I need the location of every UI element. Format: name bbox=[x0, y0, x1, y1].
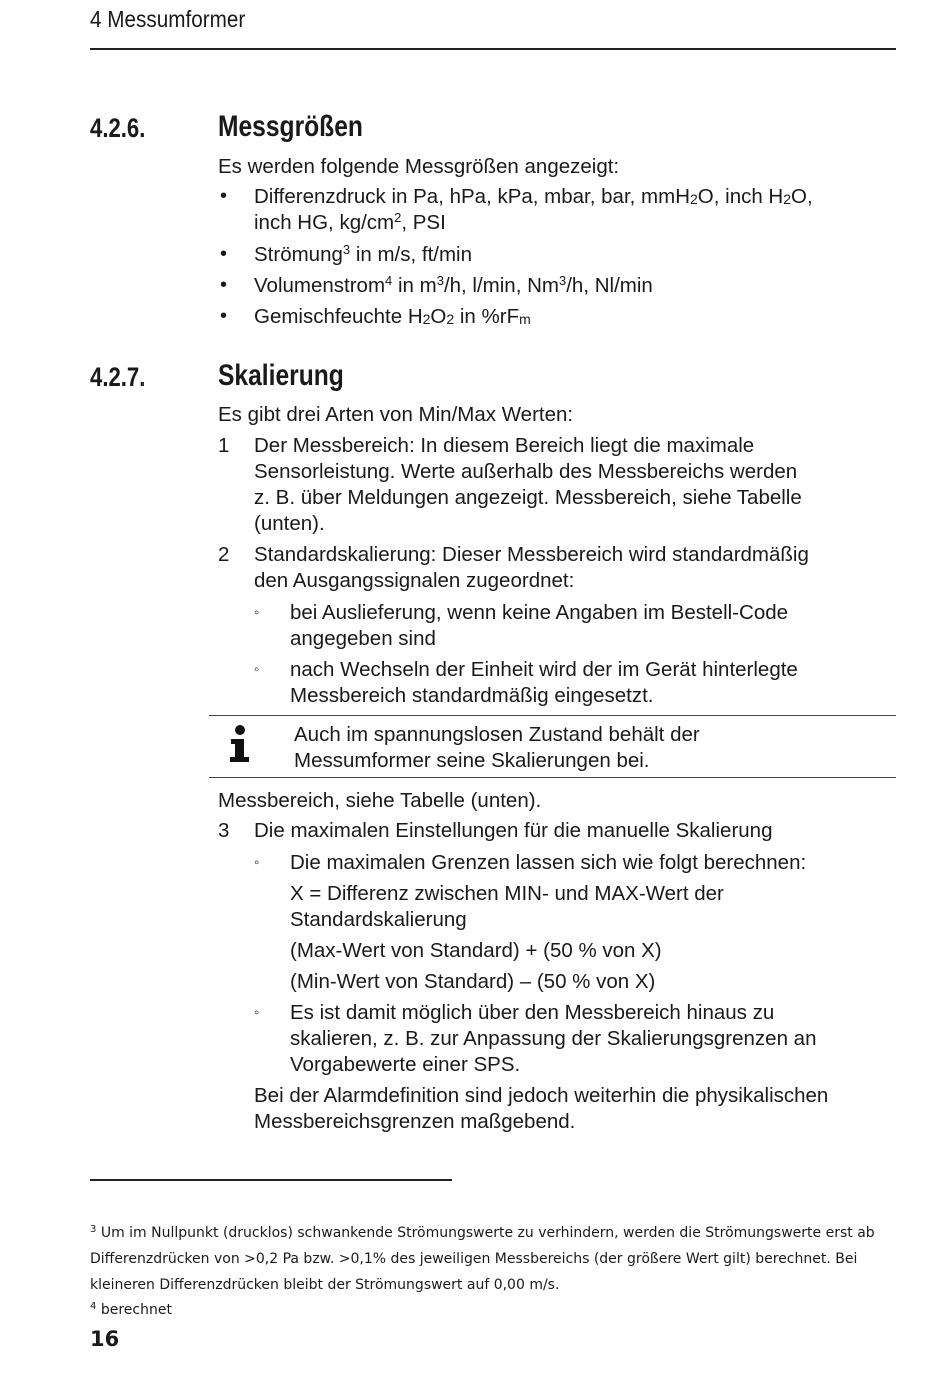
section-number-4-2-7: 4.2.7. bbox=[90, 362, 146, 392]
bullet-symbol: • bbox=[220, 185, 228, 207]
paragraph-messbereich: Messbereich, siehe Tabelle (unten). bbox=[218, 789, 542, 812]
list-item-standardskalierung: Standardskalierung: Dieser Messbereich wird standardmäßig den Ausgangssignalen zugeordnet: bbox=[254, 543, 809, 592]
section-intro: Es gibt drei Arten von Min/Max Werten: bbox=[218, 403, 574, 426]
sub-bullet-symbol: ◦ bbox=[254, 604, 260, 621]
sub-bullet-symbol: ◦ bbox=[254, 854, 260, 871]
sub-list-item-auslieferung: bei Auslieferung, wenn keine Angaben im Bestell-Code angegeben sind bbox=[290, 601, 789, 650]
formula-max: (Max-Wert von Standard) + (50 % von X) bbox=[290, 939, 662, 962]
sub-list-item-moeglich: Es ist damit möglich über den Messbereich hinaus zu skalieren, z. B. zur Anpassung der Skalierungsgrenzen an Vorgabewerte einer SPS. bbox=[290, 1001, 817, 1076]
note-text: Auch im spannungslosen Zustand behält der Messumformer seine Skalierungen bei. bbox=[294, 723, 700, 772]
bullet-symbol: • bbox=[220, 305, 228, 327]
section-title-skalierung: Skalierung bbox=[218, 359, 344, 392]
sub-bullet-symbol: ◦ bbox=[254, 1004, 260, 1021]
list-item-stroemung: Strömung$^3$ in m/s, ft/min bbox=[254, 242, 473, 266]
running-head: 4 Messumformer bbox=[90, 6, 246, 32]
info-icon bbox=[226, 724, 256, 764]
page-number: 16 bbox=[90, 1327, 120, 1351]
list-item-messbereich: Der Messbereich: In diesem Bereich liegt die maximale Sensorleistung. Werte außerhalb des Messbereichs werden z. B. über Meldungen angezeigt. Messbereich, siehe Tabelle (unten). bbox=[254, 434, 802, 535]
sub-list-item-grenzen: Die maximalen Grenzen lassen sich wie folgt berechnen: bbox=[290, 851, 807, 874]
section-intro: Es werden folgende Messgrößen angezeigt: bbox=[218, 155, 620, 178]
header-rule bbox=[90, 48, 896, 50]
list-number: 3 bbox=[218, 819, 230, 842]
formula-min: (Min-Wert von Standard) – (50 % von X) bbox=[290, 970, 656, 993]
list-item-differenzdruck: Differenzdruck in Pa, hPa, kPa, mbar, bar, mmH$_2$O, inch $H_2O$, inch HG, $kg/cm^2$, PSI bbox=[254, 185, 813, 234]
list-item-gemischfeuchte: Gemischfeuchte $H_2O_2$ in $\%rF_m$ bbox=[254, 305, 531, 328]
formula-definition: X = Differenz zwischen MIN- und MAX-Wert der Standardskalierung bbox=[290, 882, 724, 931]
sub-list-item-wechseln: nach Wechseln der Einheit wird der im Gerät hinterlegte Messbereich standardmäßig eingesetzt. bbox=[290, 658, 798, 707]
note-bottom-rule bbox=[209, 777, 896, 778]
paragraph-alarmdefinition: Bei der Alarmdefinition sind jedoch weiterhin die physikalischen Messbereichsgrenzen maßgebend. bbox=[254, 1084, 829, 1133]
list-number: 2 bbox=[218, 543, 230, 566]
sub-bullet-symbol: ◦ bbox=[254, 661, 260, 678]
footnote-rule bbox=[90, 1179, 452, 1181]
list-item-volumenstrom: Volumenstrom$^4$ in $m^3/h$, l/min, Nm$^3$/h, Nl/min bbox=[254, 273, 653, 297]
bullet-symbol: • bbox=[220, 243, 228, 265]
footnote-3: $^3$ Um im Nullpunkt (drucklos) schwankende Strömungswerte zu verhindern, werden die Strömungswerte erst ab Differenzdrücken von >0,2 Pa bzw. >0,1% des jeweiligen Messbereichs (der größere Wert gilt) berechnet. Bei kleineren Differenzdrücken bleibt der Strömungswert auf 0,00 m/s. bbox=[90, 1224, 875, 1293]
note-top-rule bbox=[209, 715, 896, 716]
section-title-messgroessen: Messgrößen bbox=[218, 110, 363, 143]
bullet-symbol: • bbox=[220, 274, 228, 296]
footnote-4: $^4$ berechnet bbox=[90, 1301, 172, 1318]
list-item-manuelle-skalierung: Die maximalen Einstellungen für die manuelle Skalierung bbox=[254, 819, 773, 842]
section-number-4-2-6: 4.2.6. bbox=[90, 113, 146, 143]
list-number: 1 bbox=[218, 434, 230, 457]
